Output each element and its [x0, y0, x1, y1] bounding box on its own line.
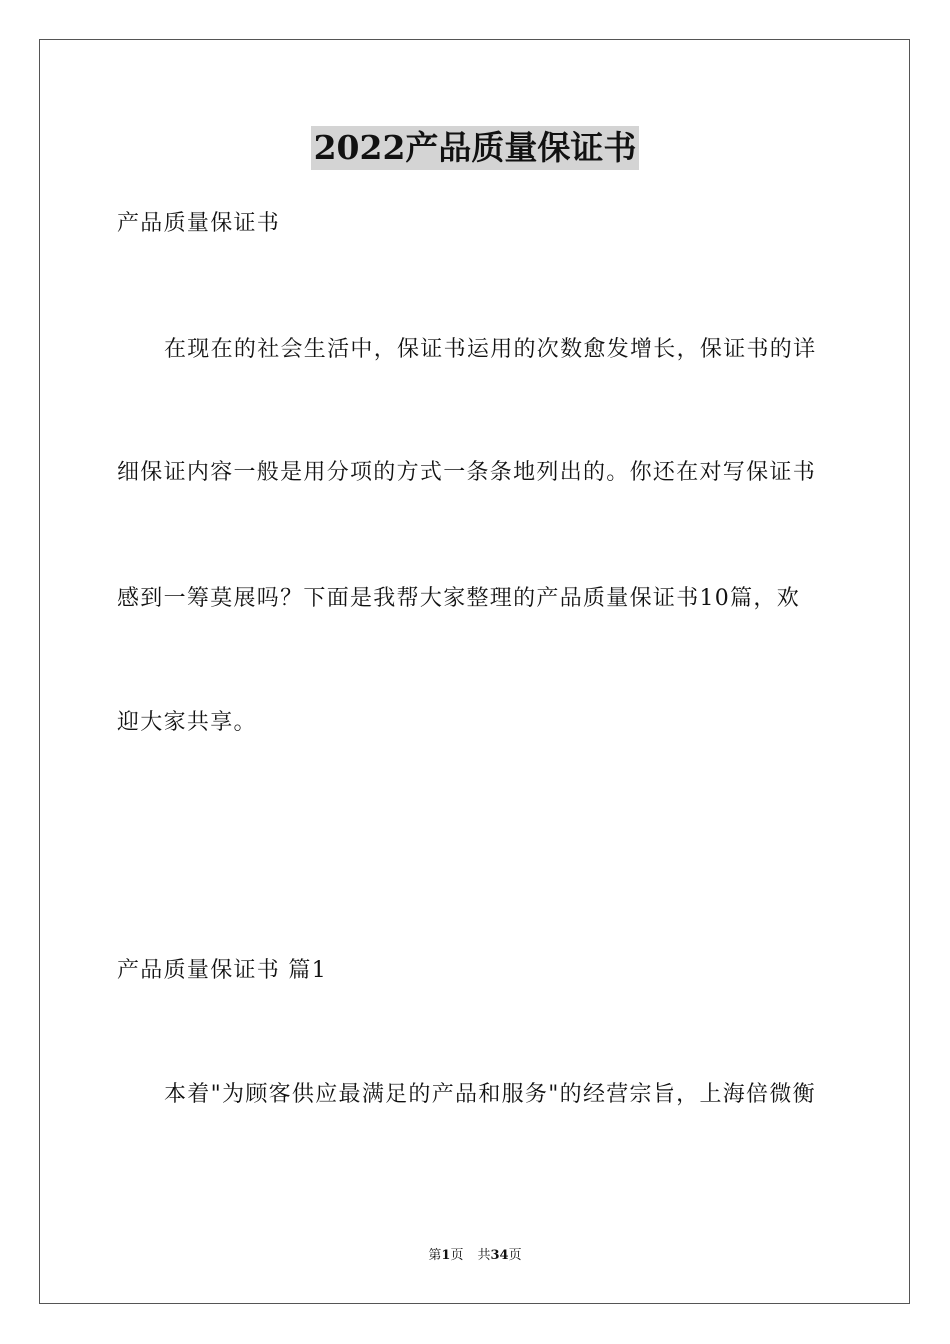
document-title: 2022产品质量保证书: [311, 126, 640, 170]
section-heading: 产品质量保证书 篇1: [117, 958, 327, 983]
paragraph-line: 感到一筹莫展吗？下面是我帮大家整理的产品质量保证书10篇，欢: [117, 586, 800, 611]
footer-total-prefix: 共: [477, 1248, 491, 1263]
paragraph-line: 本着"为顾客供应最满足的产品和服务"的经营宗旨，上海倍微衡: [164, 1082, 816, 1107]
title-container: [0, 126, 950, 170]
footer-page-number: 1: [441, 1248, 451, 1263]
document-subtitle: 产品质量保证书: [117, 211, 281, 236]
paragraph-line: 在现在的社会生活中，保证书运用的次数愈发增长，保证书的详: [164, 337, 817, 362]
paragraph-line: 迎大家共享。: [117, 710, 257, 735]
footer-total-suffix: 页: [508, 1248, 522, 1263]
footer-total-pages: 34: [490, 1248, 509, 1263]
page-footer: [0, 1247, 950, 1265]
footer-page-suffix: 页: [450, 1248, 464, 1263]
paragraph-line: 细保证内容一般是用分项的方式一条条地列出的。你还在对写保证书: [117, 460, 817, 485]
footer-page-prefix: 第: [428, 1248, 442, 1263]
